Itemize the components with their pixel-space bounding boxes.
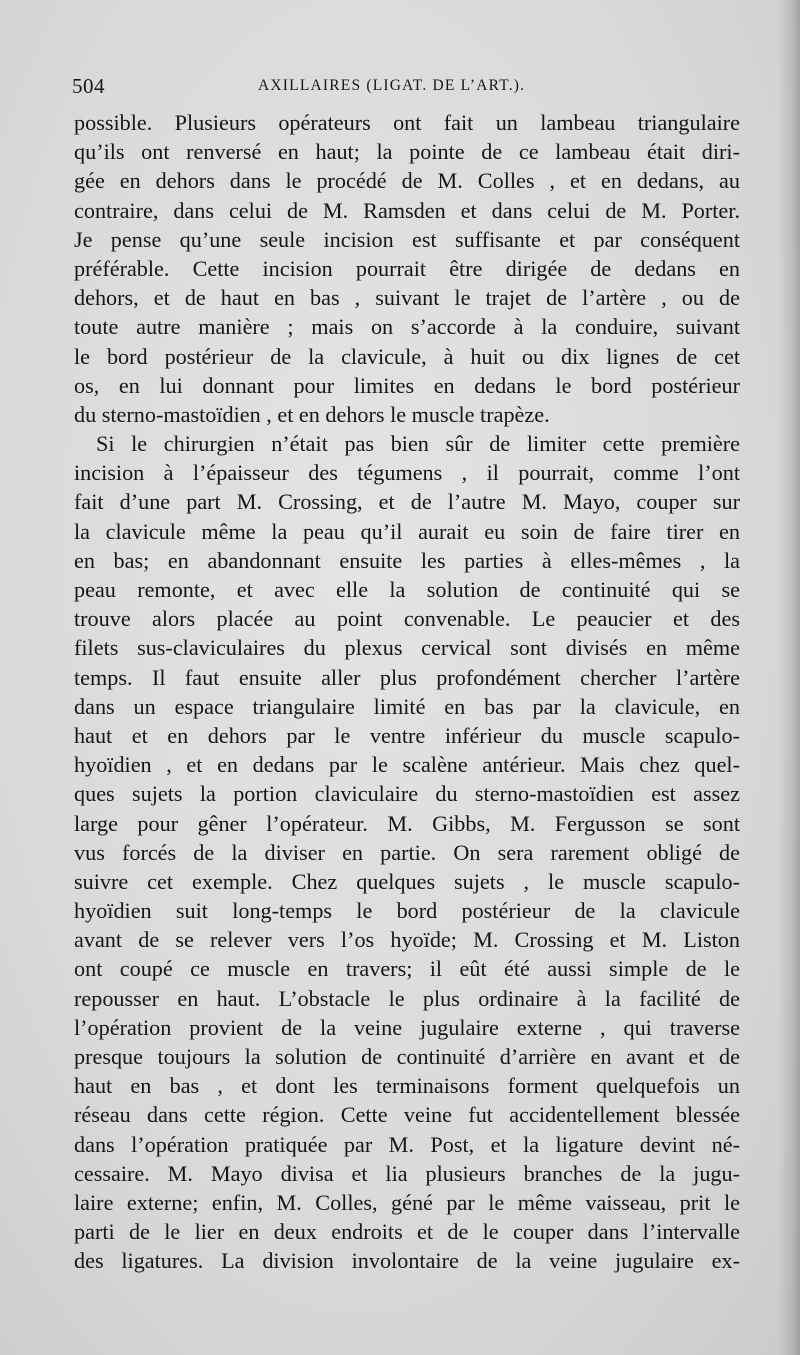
text-line: contraire, dans celui de M. Ramsden et dans celui de M. Porter. [74,197,740,223]
text-line: peau remonte, et avec elle la solution de continuité qui se [74,577,740,602]
text-line: la clavicule même la peau qu’il aurait eu soin de faire tirer en [74,518,740,544]
text-line: trouve alors placée au point convenable. Le peaucier et des [74,606,740,632]
text-line: suivre cet exemple. Chez quelques sujets , le muscle scapulo- [74,868,740,894]
text-line: possible. Plusieurs opérateurs ont fait un lambeau triangulaire [74,110,740,135]
text-line: qu’ils ont renversé en haut; la pointe de ce lambeau était diri- [74,139,740,165]
text-line: large pour gêner l’opérateur. M. Gibbs, M. Fergusson se sont [74,810,740,836]
text-line: temps. Il faut ensuite aller plus profondément chercher l’artère [74,664,740,690]
text-line: en bas; en abandonnant ensuite les parties à elles-mêmes , la [74,547,740,573]
text-line: dans un espace triangulaire limité en bas par la clavicule, en [74,693,740,719]
page-edge-shadow [778,0,800,1355]
text-line: haut et en dehors par le ventre inférieur du muscle scapulo- [74,722,740,748]
text-line: préférable. Cette incision pourrait être dirigée de dedans en [74,255,740,281]
page-number: 504 [72,74,105,98]
text-line: du sterno-mastoïdien , et en dehors le muscle trapèze. [74,401,550,427]
text-line: incision à l’épaisseur des tégumens , il pourrait, comme l’ont [74,460,740,486]
text-line: dehors, et de haut en bas , suivant le trajet de l’artère , ou de [74,285,740,311]
text-line: filets sus-claviculaires du plexus cervical sont divisés en même [74,635,740,661]
text-line: fait d’une part M. Crossing, et de l’autre M. Mayo, couper sur [74,489,740,515]
text-line: vus forcés de la diviser en partie. On sera rarement obligé de [74,839,740,865]
text-line: parti de le lier en deux endroits et de le couper dans l’intervalle [74,1219,740,1245]
text-line: presque toujours la solution de continuité d’arrière en avant et de [74,1044,740,1069]
text-line: ont coupé ce muscle en travers; il eût été aussi simple de le [74,956,740,982]
text-line: le bord postérieur de la clavicule, à huit ou dix lignes de cet [74,343,740,369]
text-line: dans l’opération pratiquée par M. Post, et la ligature devint né- [74,1131,740,1157]
text-line: des ligatures. La division involontaire de la veine jugulaire ex- [74,1248,740,1274]
text-line: gée en dehors dans le procédé de M. Colles , et en dedans, au [74,168,740,194]
text-line: repousser en haut. L’obstacle le plus ordinaire à la facilité de [74,985,740,1011]
text-line: laire externe; enfin, M. Colles, géné par le même vaisseau, prit le [74,1189,740,1215]
text-line: l’opération provient de la veine jugulaire externe , qui traverse [74,1014,740,1040]
body-text [74,108,740,1276]
text-line: Si le chirurgien n’était pas bien sûr de limiter cette première [96,431,740,457]
running-head: AXILLAIRES (LIGAT. DE L’ART.). [258,77,526,94]
text-line: haut en bas , et dont les terminaisons forment quelquefois un [74,1073,740,1099]
text-line: réseau dans cette région. Cette veine fut accidentellement blessée [74,1102,740,1128]
page-header [72,74,738,104]
text-line: toute autre manière ; mais on s’accorde à la conduire, suivant [74,314,740,340]
text-line: cessaire. M. Mayo divisa et lia plusieurs branches de la jugu- [74,1160,740,1186]
text-line: os, en lui donnant pour limites en dedans le bord postérieur [74,372,740,398]
text-line: ques sujets la portion claviculaire du sterno-mastoïdien est assez [74,781,740,807]
text-line: hyoïdien , et en dedans par le scalène antérieur. Mais chez quel- [74,752,740,778]
text-line: Je pense qu’une seule incision est suffisante et par conséquent [74,226,740,252]
text-line: hyoïdien suit long-temps le bord postérieur de la clavicule [74,898,740,924]
text-line: avant de se relever vers l’os hyoïde; M. Crossing et M. Liston [74,927,740,953]
